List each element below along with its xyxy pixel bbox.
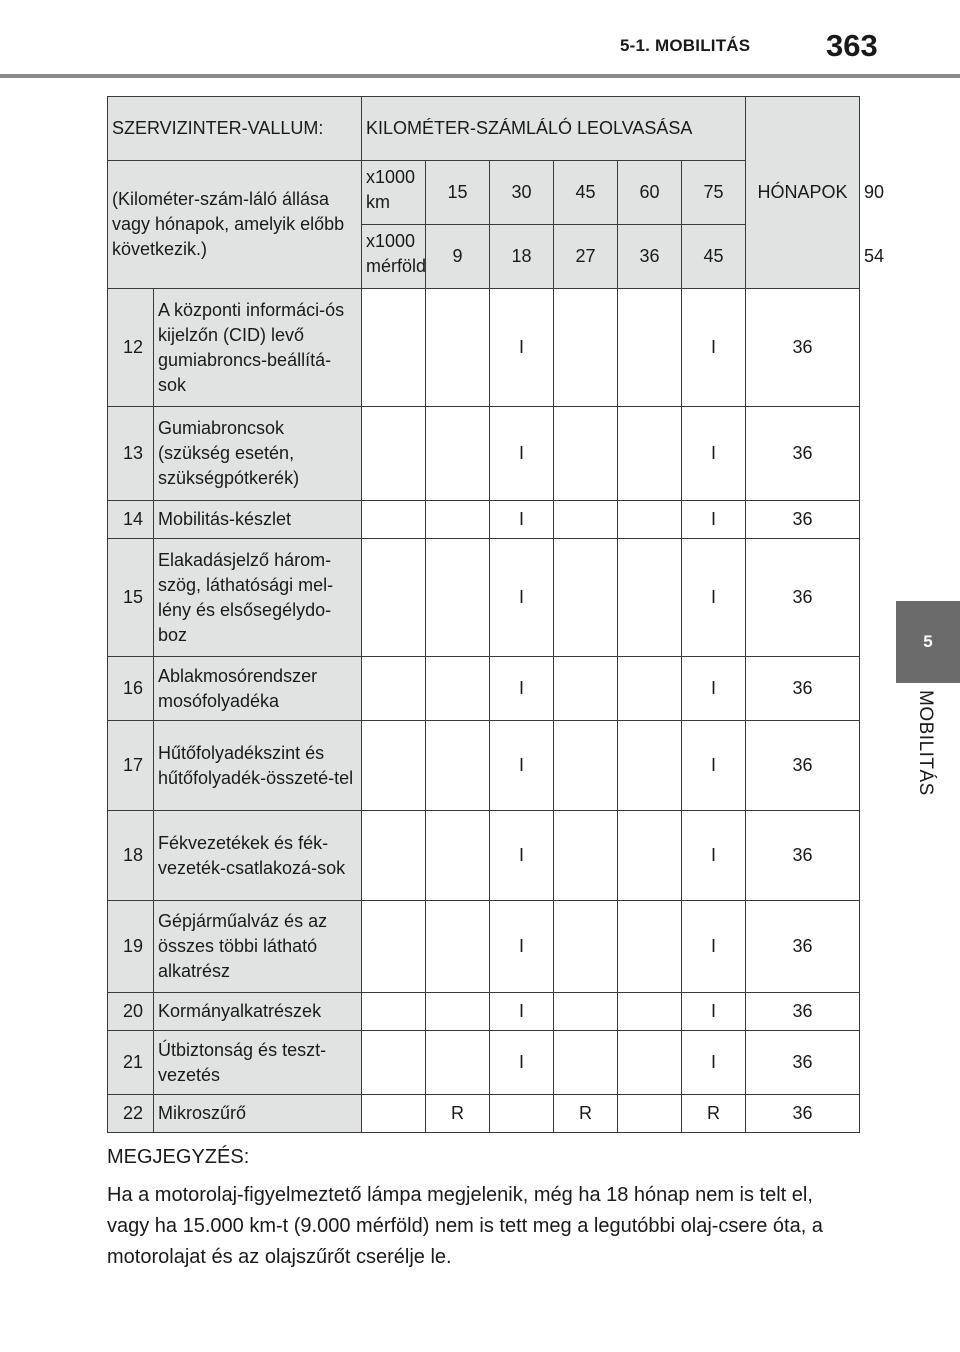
km-value: 15 <box>426 161 490 225</box>
row-months: 36 <box>746 901 860 993</box>
row-item: Mobilitás-készlet <box>154 501 362 539</box>
interval-mark <box>554 657 618 721</box>
interval-mark: I <box>682 407 746 501</box>
interval-mark: I <box>682 901 746 993</box>
interval-mark <box>362 657 426 721</box>
interval-mark <box>554 901 618 993</box>
row-number: 20 <box>108 993 154 1031</box>
note-text: Ha a motorolaj-figyelmeztető lámpa megjelenik, még ha 18 hónap nem is telt el, vagy ha 15.000 km-t (9.000 mérföld) nem is tett meg a legutóbbi olaj-csere óta, a motorolajat és az olajszűrőt cserélje le. <box>107 1184 823 1268</box>
maintenance-table: SZERVIZINTER-VALLUM: KILOMÉTER-SZÁMLÁLÓ LEOLVASÁSA HÓNAPOK (Kilométer-szám-láló állása vagy hónapok, amelyik előbb következik.) x1000 km 15 30 45 60 75 90 x1000 mérföld 9 18 27 36 45 54 12 A központi informáci-ós kijelzőn (CID) levő gumiabroncs-beállítá-sok I I 36 13 Gumiabroncsok (szükség esetén, szükségpótkerék) I I 36 14 Mobilitás-készlet I I 36 15 Elakadásjelző három-szög, láthatósági mel-lény és elsősegélydo-boz I I 36 16 Ablakmosórendszer mosófolyadéka I I 36 17 Hűtőfolyadékszint és hűtőfolyadék-összeté-tel I I 36 18 Fékvezetékek és fék-vezeték-csatlakozá-sok I I 36 19 Gépjárműalváz és az összes többi látható alkatrész I I 36 20 Kormányalkatrészek I I 36 21 Útbiztonság és teszt-vezetés I I 36 22 Mikroszűrő R R R 36 <box>107 96 860 1133</box>
note-title: MEGJEGYZÉS: <box>107 1146 250 1168</box>
row-item: Elakadásjelző három-szög, láthatósági mel-lény és elsősegélydo-boz <box>154 539 362 657</box>
interval-mark: I <box>490 657 554 721</box>
interval-mark <box>362 289 426 407</box>
interval-mark <box>362 721 426 811</box>
interval-mark <box>362 407 426 501</box>
row-number: 21 <box>108 1031 154 1095</box>
interval-mark <box>426 657 490 721</box>
interval-mark <box>618 657 682 721</box>
table-row <box>108 1031 860 1095</box>
interval-mark: I <box>490 811 554 901</box>
interval-mark: I <box>682 501 746 539</box>
row-months: 36 <box>746 289 860 407</box>
interval-mark <box>426 1031 490 1095</box>
interval-mark <box>618 811 682 901</box>
row-item: Kormányalkatrészek <box>154 993 362 1031</box>
mile-value: 18 <box>490 225 554 289</box>
reading-header: KILOMÉTER-SZÁMLÁLÓ LEOLVASÁSA <box>362 97 746 161</box>
row-number: 18 <box>108 811 154 901</box>
interval-mark <box>426 289 490 407</box>
interval-mark <box>554 721 618 811</box>
row-item: Útbiztonság és teszt-vezetés <box>154 1031 362 1095</box>
interval-mark <box>618 501 682 539</box>
mile-value: 36 <box>618 225 682 289</box>
interval-mark <box>426 721 490 811</box>
chapter-number: 5 <box>923 632 933 651</box>
interval-mark: I <box>490 901 554 993</box>
interval-mark: I <box>490 721 554 811</box>
row-number: 12 <box>108 289 154 407</box>
row-item: Ablakmosórendszer mosófolyadéka <box>154 657 362 721</box>
interval-mark: I <box>682 993 746 1031</box>
interval-mark <box>618 539 682 657</box>
interval-mark <box>618 993 682 1031</box>
row-number: 14 <box>108 501 154 539</box>
interval-header: SZERVIZINTER-VALLUM: <box>108 97 362 161</box>
row-number: 22 <box>108 1095 154 1133</box>
months-header: HÓNAPOK <box>746 97 860 289</box>
interval-mark <box>554 539 618 657</box>
row-number: 13 <box>108 407 154 501</box>
interval-mark <box>618 721 682 811</box>
interval-mark <box>618 1095 682 1133</box>
interval-mark <box>618 1031 682 1095</box>
interval-mark <box>426 501 490 539</box>
row-months: 36 <box>746 501 860 539</box>
row-months: 36 <box>746 993 860 1031</box>
row-item: Gépjárműalváz és az összes többi látható alkatrész <box>154 901 362 993</box>
interval-mark <box>426 407 490 501</box>
interval-mark <box>362 901 426 993</box>
table-row <box>108 993 860 1031</box>
interval-mark <box>618 289 682 407</box>
row-item: Mikroszűrő <box>154 1095 362 1133</box>
row-item: Hűtőfolyadékszint és hűtőfolyadék-összeté-tel <box>154 721 362 811</box>
interval-mark <box>554 993 618 1031</box>
mile-unit: x1000 mérföld <box>362 225 426 289</box>
interval-mark: R <box>682 1095 746 1133</box>
interval-mark <box>618 407 682 501</box>
table-row <box>108 1095 860 1133</box>
interval-mark: I <box>682 721 746 811</box>
row-number: 19 <box>108 901 154 993</box>
interval-mark <box>618 901 682 993</box>
interval-mark: I <box>682 657 746 721</box>
table-row <box>108 289 860 407</box>
row-months: 36 <box>746 721 860 811</box>
section-title: 5-1. MOBILITÁS <box>620 36 751 55</box>
table-row <box>108 539 860 657</box>
interval-mark <box>362 539 426 657</box>
interval-mark: I <box>682 1031 746 1095</box>
interval-mark: I <box>490 539 554 657</box>
row-item: A központi informáci-ós kijelzőn (CID) levő gumiabroncs-beállítá-sok <box>154 289 362 407</box>
mile-value: 9 <box>426 225 490 289</box>
interval-mark <box>554 407 618 501</box>
chapter-tab <box>896 601 960 683</box>
interval-mark: I <box>682 289 746 407</box>
interval-mark: R <box>554 1095 618 1133</box>
interval-mark <box>554 289 618 407</box>
row-months: 36 <box>746 811 860 901</box>
interval-mark <box>362 1031 426 1095</box>
interval-mark <box>554 1031 618 1095</box>
interval-mark: I <box>490 407 554 501</box>
table-row <box>108 407 860 501</box>
mile-value: 45 <box>682 225 746 289</box>
interval-mark <box>362 501 426 539</box>
interval-mark <box>554 501 618 539</box>
interval-mark <box>426 811 490 901</box>
row-months: 36 <box>746 539 860 657</box>
table-row <box>108 657 860 721</box>
interval-mark <box>554 811 618 901</box>
km-value: 60 <box>618 161 682 225</box>
row-months: 36 <box>746 1095 860 1133</box>
interval-mark <box>362 811 426 901</box>
interval-mark: I <box>490 993 554 1031</box>
km-unit: x1000 km <box>362 161 426 225</box>
table-row <box>108 811 860 901</box>
table-row <box>108 721 860 811</box>
row-months: 36 <box>746 657 860 721</box>
interval-mark <box>426 901 490 993</box>
interval-note: (Kilométer-szám-láló állása vagy hónapok, amelyik előbb következik.) <box>108 161 362 289</box>
table-row <box>108 501 860 539</box>
interval-mark <box>362 993 426 1031</box>
table-row <box>108 901 860 993</box>
chapter-label: MOBILITÁS <box>915 690 936 796</box>
interval-mark <box>426 993 490 1031</box>
interval-mark: I <box>682 811 746 901</box>
row-months: 36 <box>746 1031 860 1095</box>
km-value: 75 <box>682 161 746 225</box>
interval-mark <box>426 539 490 657</box>
interval-mark: R <box>426 1095 490 1133</box>
row-months: 36 <box>746 407 860 501</box>
km-value: 30 <box>490 161 554 225</box>
page-number: 363 <box>826 28 878 63</box>
interval-mark <box>490 1095 554 1133</box>
km-value: 45 <box>554 161 618 225</box>
row-item: Gumiabroncsok (szükség esetén, szükségpótkerék) <box>154 407 362 501</box>
row-number: 15 <box>108 539 154 657</box>
row-number: 16 <box>108 657 154 721</box>
interval-mark <box>362 1095 426 1133</box>
mile-value: 27 <box>554 225 618 289</box>
row-number: 17 <box>108 721 154 811</box>
interval-mark: I <box>490 501 554 539</box>
interval-mark: I <box>490 1031 554 1095</box>
row-item: Fékvezetékek és fék-vezeték-csatlakozá-sok <box>154 811 362 901</box>
interval-mark: I <box>682 539 746 657</box>
interval-mark: I <box>490 289 554 407</box>
header-divider <box>0 74 960 78</box>
